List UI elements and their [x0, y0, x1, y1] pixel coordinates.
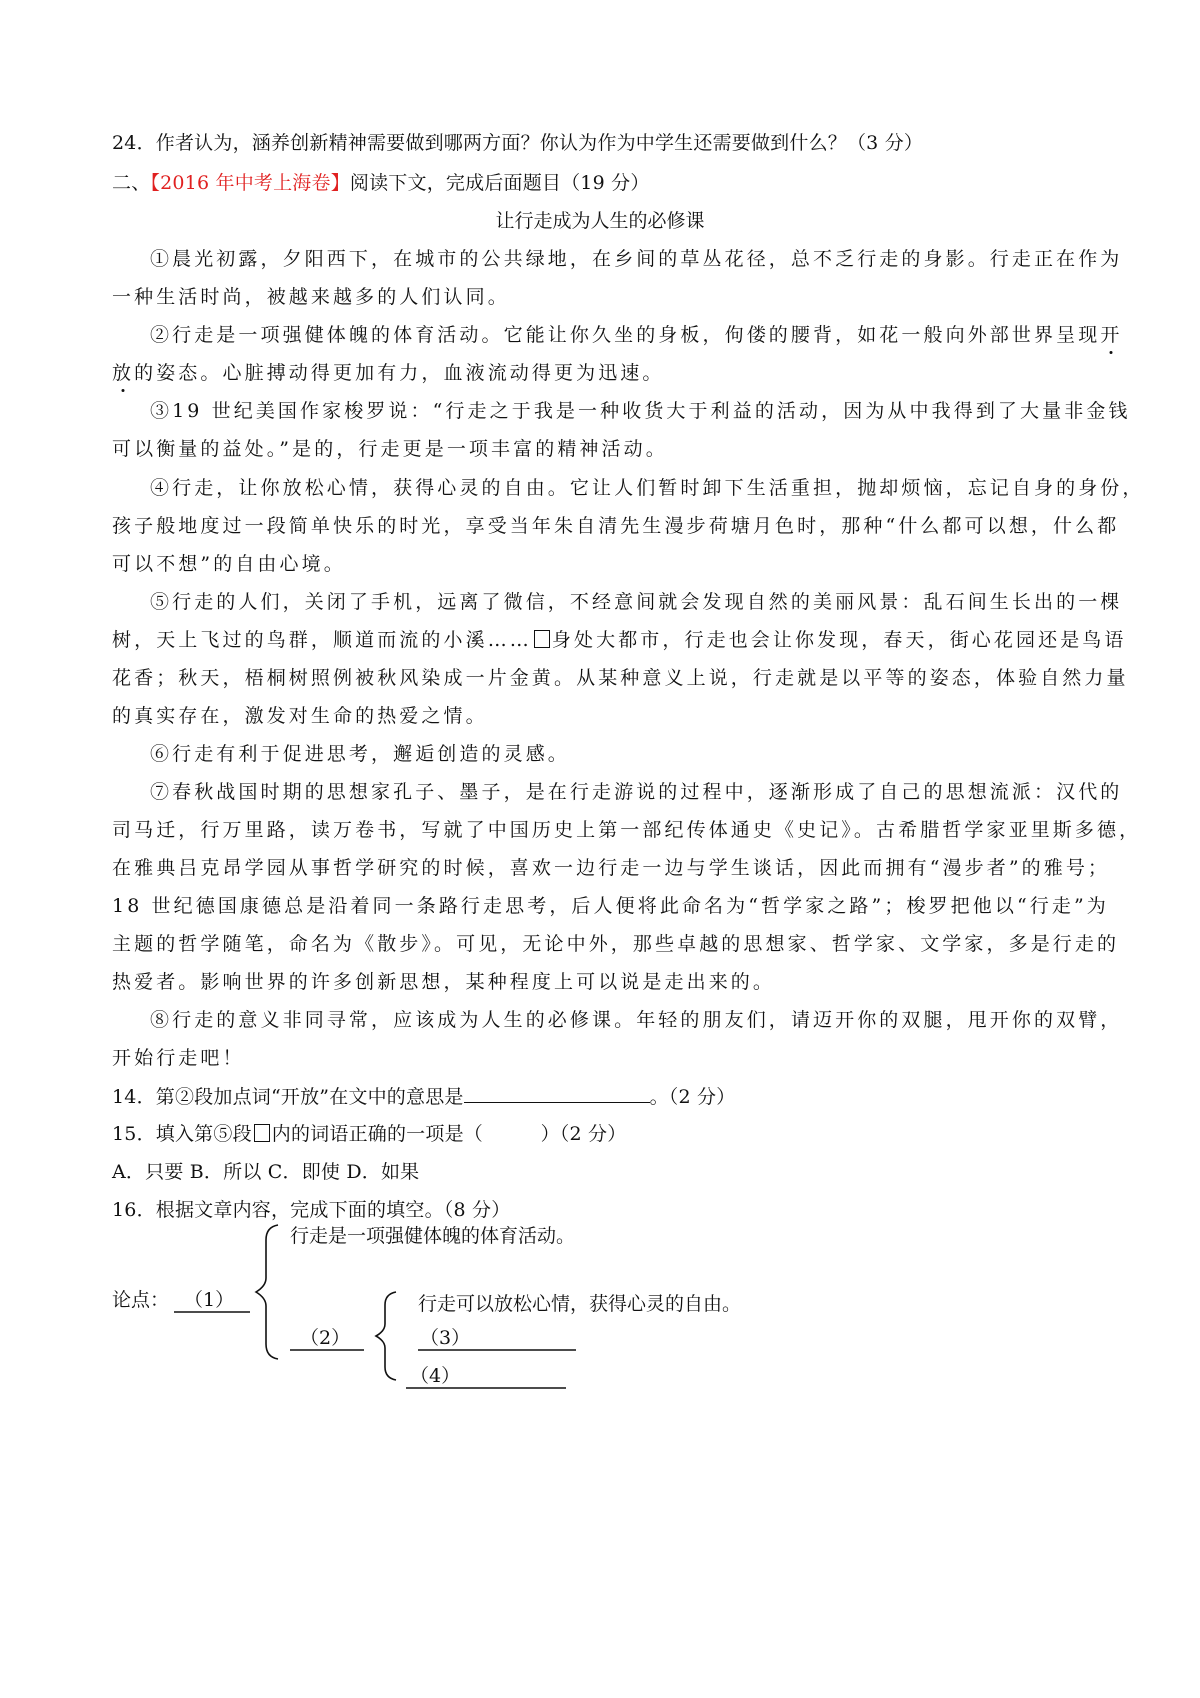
question-14-score: 。（2 分）: [649, 1086, 736, 1108]
section-heading: [112, 171, 1098, 195]
paragraph-7-line-3: 在雅典吕克昂学园从事哲学研究的时候，喜欢一边行走一边与学生谈话，因此而拥有“漫步者”的雅号；: [112, 857, 1111, 879]
paragraph-7-line-2: 司马迁，行万里路，读万卷书，写就了中国历史上第一部纪传体通史《史记》。古希腊哲学家亚里斯多德，: [112, 819, 1142, 841]
question-15-options: A．只要 B．所以 C．即使 D．如果: [112, 1161, 420, 1183]
paragraph-2-text: ②行走是一项强健体魄的体育活动。它能让你久坐的身板，佝偻的腰背，如花一般向外部世界呈现: [150, 324, 1101, 346]
paragraph-7-line-5: 主题的哲学随笔，命名为《散步》。可见，无论中外，那些卓越的思想家、哲学家、文学家，多是行走的: [112, 933, 1120, 955]
paragraph-3-line-1: ③19 世纪美国作家梭罗说：“行走之于我是一种收货大于利益的活动，因为从中我得到了大量非金钱: [150, 400, 1131, 422]
paragraph-5-line-1: ⑤行走的人们，关闭了手机，远离了微信，不经意间就会发现自然的美丽风景：乱石间生长出的一棵: [150, 591, 1123, 613]
paragraph-5-line-3: 花香；秋天，梧桐树照例被秋风染成一片金黄。从某种意义上说，行走就是以平等的姿态，体验自然力量: [112, 667, 1129, 689]
paragraph-4-line-2: 孩子般地度过一段简单快乐的时光，享受当年朱自清先生漫步荷塘月色时，那种“什么都可以想，什么都: [112, 515, 1120, 537]
fill-in-box: [254, 1124, 270, 1142]
paragraph-4-line-1: ④行走，让你放松心情，获得心灵的自由。它让人们暂时卸下生活重担，抛却烦恼，忘记自身的身份，: [150, 477, 1145, 499]
fill-in-box: [534, 630, 550, 648]
sub-top-text: 行走可以放松心情，获得心灵的自由。: [418, 1293, 742, 1315]
paragraph-4-line-3: 可以不想”的自由心境。: [112, 553, 346, 575]
source-tag: 【2016 年中考上海卷】: [150, 172, 350, 194]
paragraph-1-line-2: 一种生活时尚，被越来越多的人们认同。: [112, 286, 510, 308]
question-15: [112, 1122, 1098, 1146]
paragraph-5-line-4: 的真实存在，激发对生命的热爱之情。: [112, 705, 488, 727]
paragraph-7-line-4: 18 世纪德国康德总是沿着同一条路行走思考，后人便将此命名为“哲学家之路”；梭罗把他以“行走”为: [112, 895, 1109, 917]
paragraph-2-line-1: [150, 323, 1123, 347]
article-title: 让行走成为人生的必修课: [495, 210, 705, 232]
answer-blank-14[interactable]: [464, 1084, 650, 1103]
paragraph-1-line-1: ①晨光初露，夕阳西下，在城市的公共绿地，在乡间的草丛花径，总不乏行走的身影。行走正在作为: [150, 248, 1123, 270]
paragraph-6: ⑥行走有利于促进思考，邂逅创造的灵感。: [150, 743, 570, 765]
blank-4-label[interactable]: （4）: [410, 1365, 461, 1387]
question-14: [112, 1084, 1098, 1109]
paragraph-5-line-2: [112, 628, 1127, 652]
sub-brace: [376, 1292, 396, 1380]
paragraph-2-line-2: [112, 361, 1098, 385]
paragraph-8-line-2: 开始行走吧！: [112, 1047, 245, 1069]
blank-1-label[interactable]: （1）: [184, 1289, 235, 1311]
paragraph-7-line-1: ⑦春秋战国时期的思想家孔子、墨子，是在行走游说的过程中，逐渐形成了自己的思想流派：汉代的: [150, 781, 1123, 803]
dotted-word-part: 开: [1100, 324, 1123, 346]
paragraph-8-line-1: ⑧行走的意义非同寻常，应该成为人生的必修课。年轻的朋友们，请迈开你的双腿，甩开你的双臂，: [150, 1009, 1123, 1031]
question-16: 16．根据文章内容，完成下面的填空。（8 分）: [112, 1199, 511, 1221]
main-brace: [256, 1225, 278, 1359]
blank-2-label[interactable]: （2）: [300, 1327, 351, 1349]
paragraph-5-text: 身处大都市，行走也会让你发现，春天，街心花园还是鸟语: [551, 629, 1127, 651]
paragraph-7-line-6: 热爱者。影响世界的许多创新思想，某种程度上可以说是走出来的。: [112, 971, 776, 993]
section-instruction: 阅读下文，完成后面题目（19 分）: [349, 172, 650, 194]
dotted-word-part: 放: [112, 362, 135, 384]
paragraph-2-text: 的姿态。心脏搏动得更加有力，血液流动得更为迅速。: [134, 362, 665, 384]
branch-top-text: 行走是一项强健体魄的体育活动。: [290, 1225, 576, 1247]
question-24: 24．作者认为，涵养创新精神需要做到哪两方面？你认为作为中学生还需要做到什么？（3 分）: [112, 132, 924, 154]
paragraph-3-line-2: 可以衡量的益处。”是的，行走更是一项丰富的精神活动。: [112, 438, 668, 460]
question-14-text: 14．第②段加点词“开放”在文中的意思是: [112, 1086, 464, 1108]
question-15-text-rest: 内的词语正确的一项是（ ）（2 分）: [271, 1123, 627, 1145]
lundian-label: 论点：: [112, 1289, 170, 1311]
paragraph-5-text: 树，天上飞过的鸟群，顺道而流的小溪……: [112, 629, 532, 651]
section-number: 二、: [112, 172, 151, 194]
blank-3-label[interactable]: （3）: [420, 1327, 471, 1349]
question-15-text: 15．填入第⑤段: [112, 1123, 252, 1145]
